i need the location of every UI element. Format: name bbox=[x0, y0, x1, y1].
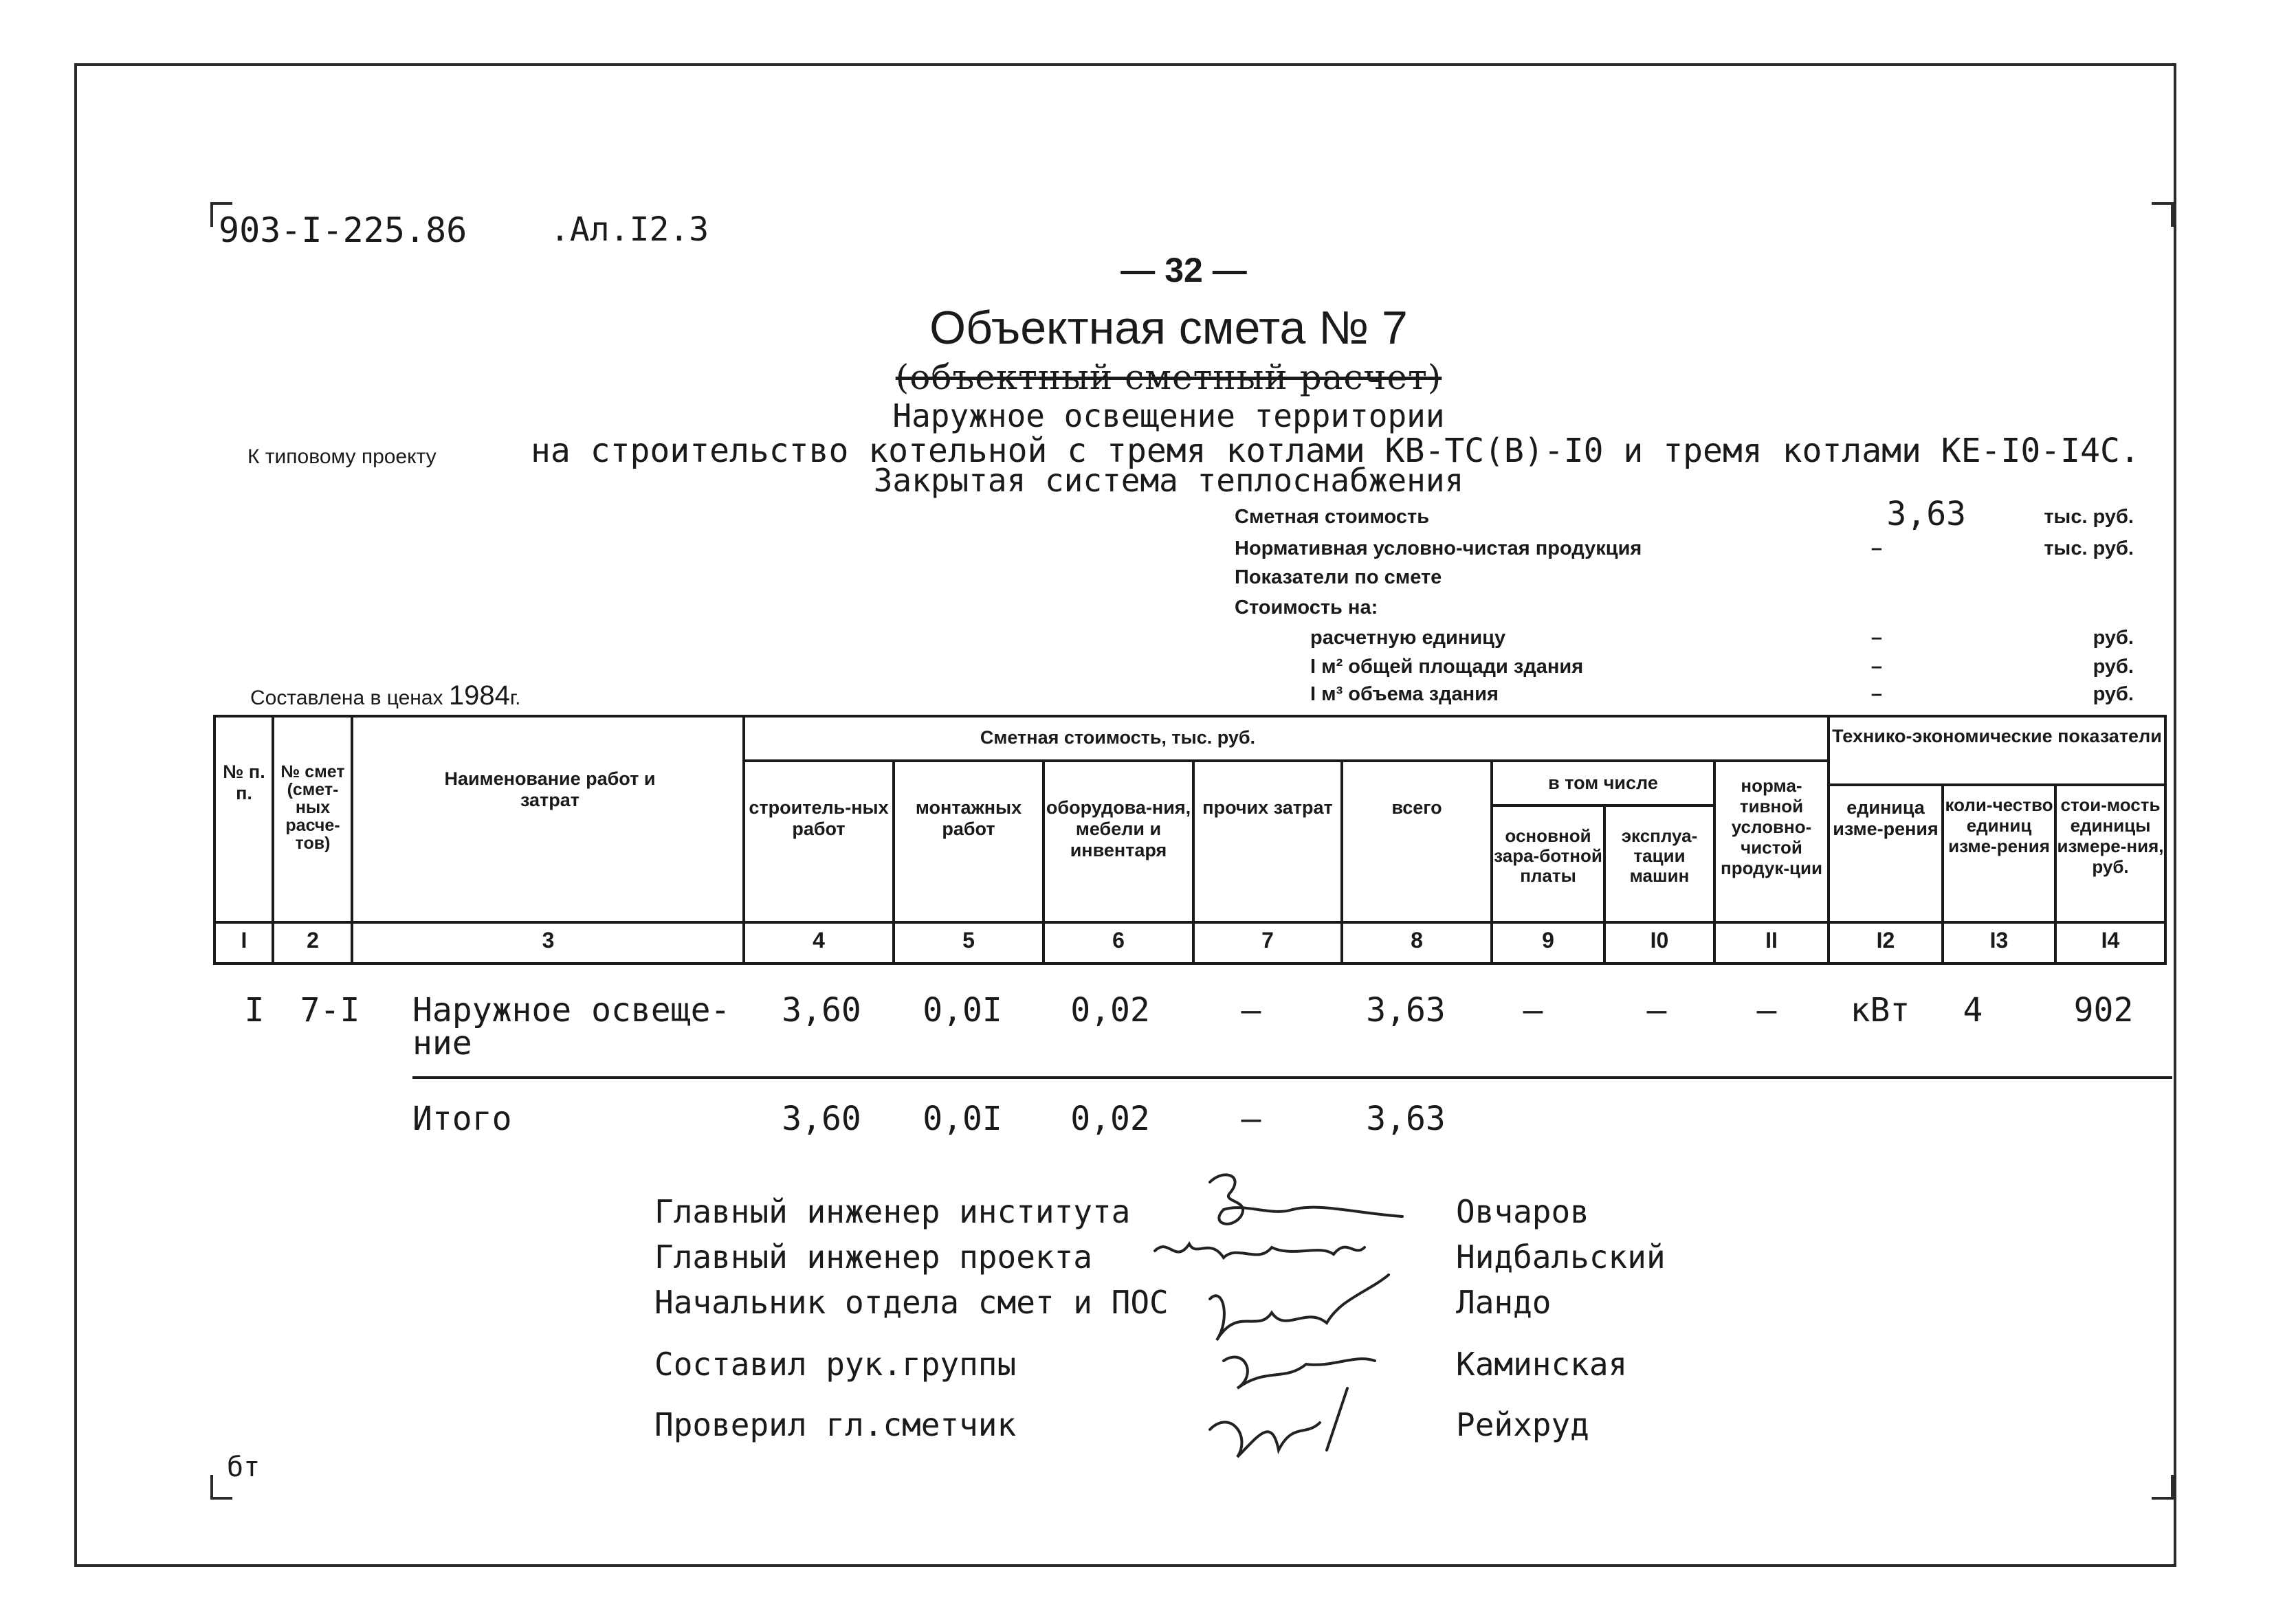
signature-scribble bbox=[1155, 1244, 1365, 1258]
summary-label: I м³ объема здания bbox=[1310, 683, 1499, 705]
corner-mark-bottom-right bbox=[2152, 1475, 2174, 1500]
cell-name-line1: Наружное освеще- bbox=[412, 991, 731, 1030]
column-number: 8 bbox=[1411, 928, 1423, 953]
header-name: Наименование работ и затрат bbox=[444, 768, 656, 810]
summary-unit: тыс. руб. bbox=[2044, 537, 2134, 559]
total-other: – bbox=[1241, 1100, 1261, 1138]
column-number: I bbox=[241, 928, 247, 953]
cell-unit: кВт bbox=[1850, 991, 1910, 1030]
header-cost-group: Сметная стоимость, тыс. руб. bbox=[980, 727, 1256, 748]
header-mount: монтажных работ bbox=[915, 797, 1022, 839]
cell-machines: – bbox=[1646, 991, 1667, 1030]
header-qty: коли-чество единиц изме-рения bbox=[1945, 794, 2053, 856]
column-number: I3 bbox=[1989, 928, 2009, 953]
summary-value: – bbox=[1870, 627, 1883, 649]
cell-mount: 0,0I bbox=[923, 991, 1002, 1030]
total-mount: 0,0I bbox=[923, 1100, 1002, 1138]
prices-suffix: г. bbox=[509, 687, 521, 709]
header-unit-cost: стои-мость единицы измере-ния, руб. bbox=[2057, 794, 2164, 877]
doc-code: 903-I-225.86 bbox=[219, 210, 467, 250]
estimate-title: Объектная смета № 7 bbox=[929, 302, 1408, 354]
header-machines: эксплуа-тации машин bbox=[1621, 825, 1698, 886]
signature-scribble bbox=[1210, 1275, 1389, 1340]
header-wages: основной зара-ботной платы bbox=[1494, 825, 1602, 886]
sheet-number: .Ал.I2.3 bbox=[550, 210, 709, 249]
header-unit: единица изме-рения bbox=[1833, 797, 1939, 839]
summary-unit: руб. bbox=[2093, 627, 2134, 649]
summary-unit: руб. bbox=[2093, 656, 2134, 678]
column-number: I2 bbox=[1876, 928, 1895, 953]
summary-label: Нормативная условно-чистая продукция bbox=[1235, 537, 1642, 559]
column-number: 5 bbox=[962, 928, 975, 953]
header-npp: № п. п. bbox=[223, 761, 265, 803]
signature-scribble bbox=[1210, 1388, 1347, 1457]
column-number: I4 bbox=[2101, 928, 2120, 953]
column-number: 9 bbox=[1542, 928, 1554, 953]
prices-label: Составлена в ценах bbox=[250, 687, 443, 709]
cell-norm: – bbox=[1756, 991, 1777, 1030]
footer-mark: бт bbox=[227, 1451, 261, 1483]
header-norm: норма-тивной условно-чистой продук-ции bbox=[1720, 775, 1823, 878]
total-equip: 0,02 bbox=[1070, 1100, 1150, 1138]
cell-equip: 0,02 bbox=[1070, 991, 1150, 1030]
heating-system: Закрытая система теплоснабжения bbox=[873, 462, 1464, 499]
signature-role: Составил рук.группы bbox=[654, 1346, 1017, 1383]
summary-value: 3,63 bbox=[1886, 495, 1966, 533]
cell-nsmet: 7-I bbox=[300, 991, 360, 1030]
cell-other: – bbox=[1241, 991, 1261, 1030]
summary-label: расчетную единицу bbox=[1310, 627, 1506, 649]
header-incl: в том числе bbox=[1548, 772, 1658, 793]
cell-unit-cost: 902 bbox=[2073, 991, 2134, 1030]
column-number: 6 bbox=[1112, 928, 1125, 953]
total-label: Итого bbox=[412, 1100, 512, 1138]
summary-label: Сметная стоимость bbox=[1235, 506, 1430, 528]
column-number: 7 bbox=[1261, 928, 1274, 953]
signature-name: Каминская bbox=[1456, 1346, 1628, 1383]
header-other: прочих затрат bbox=[1202, 797, 1333, 818]
summary-value: – bbox=[1870, 683, 1883, 705]
header-nsmet: № смет (смет-ных расче-тов) bbox=[280, 762, 345, 853]
object-name: Наружное освещение территории bbox=[892, 397, 1445, 434]
total-total: 3,63 bbox=[1366, 1100, 1446, 1138]
column-number: II bbox=[1765, 928, 1778, 953]
cell-build: 3,60 bbox=[782, 991, 861, 1030]
total-build: 3,60 bbox=[782, 1100, 861, 1138]
cell-name-line2: ние bbox=[412, 1024, 472, 1063]
signature-role: Проверил гл.сметчик bbox=[654, 1406, 1017, 1443]
signature-name: Нидбальский bbox=[1456, 1238, 1666, 1276]
summary-unit: тыс. руб. bbox=[2044, 506, 2134, 528]
summary-label: Показатели по смете bbox=[1235, 566, 1442, 588]
handwritten-signatures bbox=[1127, 1161, 1430, 1484]
cell-qty: 4 bbox=[1963, 991, 1983, 1030]
cell-total: 3,63 bbox=[1366, 991, 1446, 1030]
summary-value: – bbox=[1870, 656, 1883, 678]
header-total: всего bbox=[1391, 797, 1442, 818]
signature-name: Рейхруд bbox=[1456, 1406, 1589, 1443]
header-equip: оборудова-ния, мебели и инвентаря bbox=[1046, 797, 1191, 860]
prices-date bbox=[250, 680, 520, 711]
signature-scribble bbox=[1210, 1175, 1402, 1224]
prices-year: 1984 bbox=[448, 680, 510, 711]
column-number: 2 bbox=[307, 928, 319, 953]
summary-value: – bbox=[1870, 537, 1883, 559]
column-number: I0 bbox=[1650, 928, 1669, 953]
signature-role: Главный инженер проекта bbox=[654, 1238, 1092, 1276]
project-description: на строительство котельной с тремя котлами КВ-ТС(В)-I0 и тремя котлами КЕ-I0-I4С. bbox=[531, 432, 2140, 470]
signature-name: Ландо bbox=[1456, 1284, 1552, 1321]
cell-npp: I bbox=[244, 991, 265, 1030]
struck-subtitle: (объектный сметный расчет) bbox=[895, 357, 1442, 397]
cell-wages: – bbox=[1523, 991, 1543, 1030]
header-tech-group: Технико-экономические показатели bbox=[1832, 726, 2162, 746]
signature-role: Начальник отдела смет и ПОС bbox=[654, 1284, 1169, 1321]
column-number: 3 bbox=[542, 928, 555, 953]
signature-scribble bbox=[1224, 1357, 1375, 1388]
summary-label: I м² общей площади здания bbox=[1310, 656, 1584, 678]
header-build: строитель-ных работ bbox=[749, 797, 889, 839]
signature-name: Овчаров bbox=[1456, 1193, 1589, 1230]
signature-role: Главный инженер института bbox=[654, 1193, 1131, 1230]
project-label: К типовому проекту bbox=[247, 445, 437, 468]
page-number: — 32 — bbox=[1121, 251, 1247, 289]
summary-unit: руб. bbox=[2093, 683, 2134, 705]
summary-label: Стоимость на: bbox=[1235, 597, 1378, 619]
column-number: 4 bbox=[813, 928, 825, 953]
corner-mark-top-right bbox=[2152, 202, 2174, 227]
